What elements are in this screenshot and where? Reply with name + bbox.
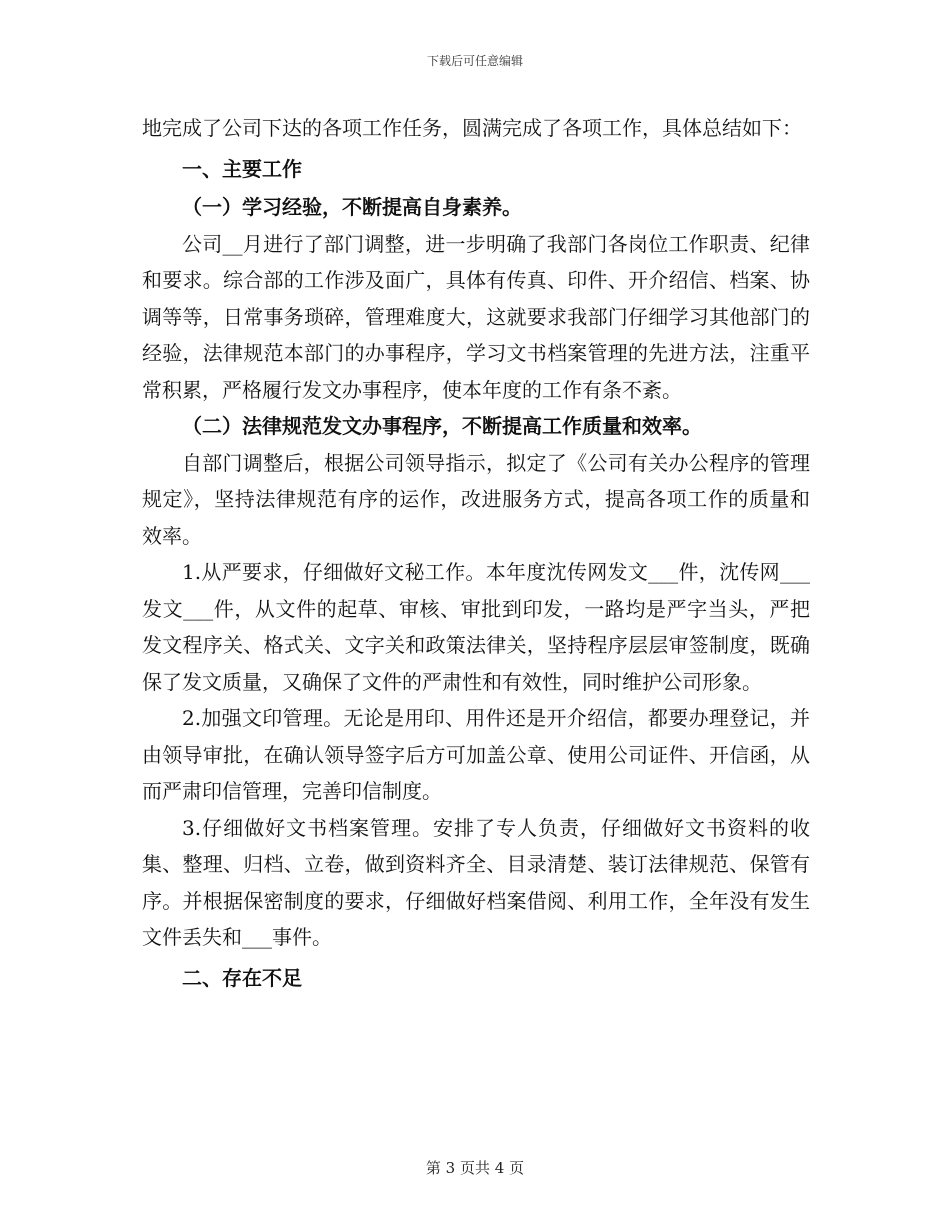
paragraph-5: 3.仔细做好文书档案管理。安排了专人负责，仔细做好文书资料的收集、整理、归档、立卷，做到资料齐全、目录清楚、装订法律规范、保管有序。并根据保密制度的要求，仔细做好档案借阅、利用工作，全年没有发生文件丢失和___事件。 <box>142 815 810 949</box>
section-heading-shortcomings: 二、存在不足 <box>182 965 302 990</box>
section-heading-main-work: 一、主要工作 <box>182 156 302 181</box>
subsection-heading-2: （二）法律规范发文办事程序，不断提高工作质量和效率。 <box>182 414 702 438</box>
page-header: 下载后可任意编辑 <box>426 54 523 68</box>
paragraph-2: 自部门调整后，根据公司领导指示，拟定了《公司有关办公程序的管理规定》，坚持法律规范有序的运作，改进服务方式，提高各项工作的质量和效率。 <box>142 450 810 548</box>
paragraph-intro: 地完成了公司下达的各项工作任务，圆满完成了各项工作，具体总结如下： <box>142 116 802 140</box>
document-body <box>142 110 810 998</box>
paragraph-4: 2.加强文印管理。无论是用印、用件还是开介绍信，都要办理登记，并由领导审批，在确认领导签字后方可加盖公章、使用公司证件、开信函，从而严肃印信管理，完善印信制度。 <box>142 706 810 803</box>
paragraph-1: 公司__月进行了部门调整，进一步明确了我部门各岗位工作职责、纪律和要求。综合部的工作涉及面广，具体有传真、印件、开介绍信、档案、协调等等，日常事务琐碎，管理难度大，这就要求我部门仔细学习其他部门的经验，法律规范本部门的办事程序，学习文书档案管理的先进方法，注重平常积累，严格履行发文办事程序，使本年度的工作有条不紊。 <box>142 231 810 402</box>
paragraph-3: 1.从严要求，仔细做好文秘工作。本年度沈传网发文___件，沈传网___发文___件，从文件的起草、审核、审批到印发，一路均是严字当头，严把发文程序关、格式关、文字关和政策法律关，坚持程序层层审签制度，既确保了发文质量，又确保了文件的严肃性和有效性，同时维护公司形象。 <box>142 560 810 694</box>
subsection-heading-1: （一）学习经验，不断提高自身素养。 <box>182 195 522 219</box>
page-footer: 第 3 页共 4 页 <box>425 1159 525 1177</box>
